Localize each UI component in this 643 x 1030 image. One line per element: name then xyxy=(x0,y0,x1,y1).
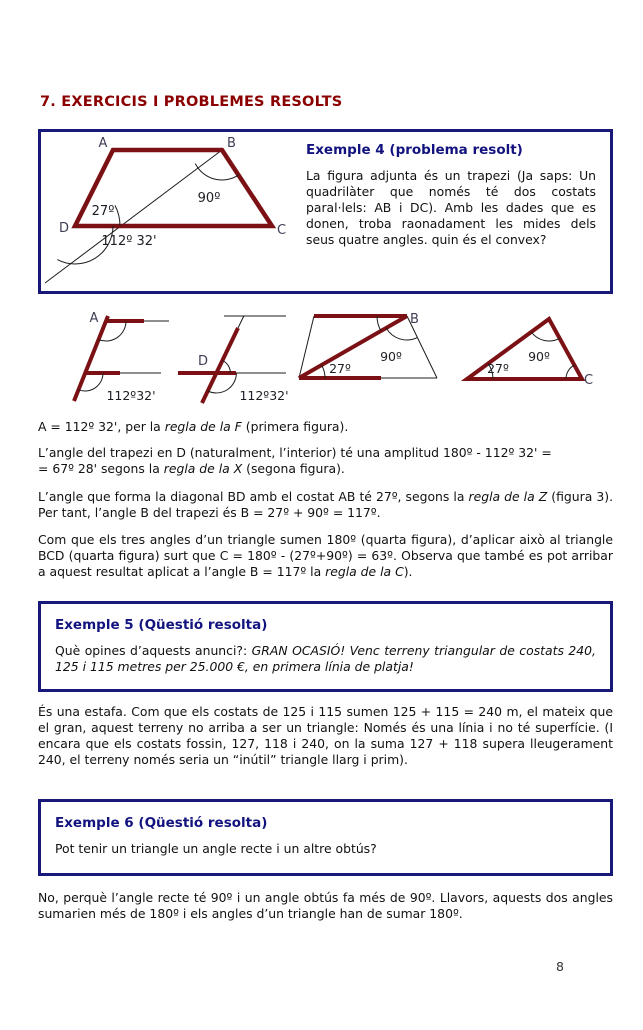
example6-box xyxy=(38,799,613,876)
p2-line2: = 67º 28' segons la xyxy=(38,461,164,476)
example6-heading: Exemple 6 (Qüestió resolta) xyxy=(55,815,268,831)
rule-f-angle-label: 112º32' xyxy=(106,388,156,403)
p1-italic-regla-f: regla de la F xyxy=(164,419,242,434)
example5-heading: Exemple 5 (Qüestió resolta) xyxy=(55,617,268,633)
triangle-vertex-c-label: C xyxy=(584,373,594,388)
rule-z-angle-27-label: 27º xyxy=(329,361,351,376)
rule-z-figure xyxy=(296,311,454,407)
answer6-paragraph: No, perquè l’angle recte té 90º i un angle obtús fa més de 90º. Llavors, aquests dos angles sumarien més de 180º i els angles d’un triangle han de sumar 180º. xyxy=(38,890,613,921)
p1-text-end: (primera figura). xyxy=(241,419,349,434)
solution-paragraph-3 xyxy=(38,489,613,521)
solution-paragraph-1 xyxy=(38,419,613,435)
example6-body: Pot tenir un triangle un angle recte i un altre obtús? xyxy=(55,841,377,856)
triangle-bcd-figure xyxy=(460,311,597,407)
p4-text-end: ). xyxy=(403,564,413,579)
example5-body xyxy=(55,643,596,675)
trapezoid-figure xyxy=(41,132,306,291)
answer5-paragraph: És una estafa. Com que els costats de 125 i 115 sumen 125 + 115 = 240 m, el mateix que el gran, aquest terreny no arriba a ser un triangle: Només és una línia i no té superfície. (I encara que els costats fossin, 127, 118 i 240, on la suma 127 + 118 supera lleugerament 240, el terreny només seria un “inútil” triangle llarg i prim). xyxy=(38,704,613,767)
solution-paragraph-4 xyxy=(38,532,613,580)
rule-z-vertex-label: B xyxy=(410,312,419,327)
triangle-angle-90-label: 90º xyxy=(528,349,550,364)
p2-line1: L’angle del trapezi en D (naturalment, l’interior) té una amplitud 180º - 112º 32' = xyxy=(38,445,552,460)
page-number: 8 xyxy=(556,959,564,974)
example5-body-text: Què opines d’aquests anunci?: xyxy=(55,643,252,658)
angle-label-112-32: 112º 32' xyxy=(101,234,157,249)
p2-text-end: (segona figura). xyxy=(242,461,345,476)
triangle-angle-27-label: 27º xyxy=(487,361,509,376)
angle-label-27: 27º xyxy=(91,204,115,219)
example5-body-italic: GRAN OCASIÓ! Venc terreny triangular de costats 240, 125 i 115 metres per 25.000 €, en primera línia de platja! xyxy=(55,643,596,674)
example4-box xyxy=(38,129,613,294)
p3-text: L’angle que forma la diagonal BD amb el costat AB té 27º, segons la xyxy=(38,489,469,504)
rule-x-angle-label: 112º32' xyxy=(239,388,289,403)
angle-label-90: 90º xyxy=(197,191,221,206)
p4-italic-regla-c: regla de la C xyxy=(325,564,404,579)
p3-italic-regla-z: regla de la Z xyxy=(468,489,548,504)
rule-z-angle-90-label: 90º xyxy=(380,349,402,364)
example5-box xyxy=(38,601,613,692)
vertex-label-a: A xyxy=(98,136,108,151)
example4-body: La figura adjunta és un trapezi (Ja saps: Un quadrilàter que només té dos costats paral·lels: AB i DC). Amb les dades que es donen, troba raonadament les mides dels seus quatre angles. quin és el convex? xyxy=(306,168,596,247)
rules-figures-row xyxy=(38,311,613,407)
vertex-label-b: B xyxy=(227,136,236,151)
p1-text: A = 112º 32', per la xyxy=(38,419,165,434)
p3-text-end: (figura 3). Per tant, l’angle B del trapezi és B = 27º + 90º = 117º. xyxy=(38,489,614,520)
rule-x-figure xyxy=(178,311,290,407)
rule-f-vertex-label: A xyxy=(89,311,99,326)
page-title: 7. EXERCICIS I PROBLEMES RESOLTS xyxy=(40,94,343,110)
vertex-label-c: C xyxy=(277,223,287,238)
example4-heading: Exemple 4 (problema resolt) xyxy=(306,142,523,158)
example4-text-column xyxy=(306,132,610,291)
vertex-label-d: D xyxy=(58,221,69,236)
p4-text: Com que els tres angles d’un triangle sumen 180º (quarta figura), d’aplicar això al triangle BCD (quarta figura) surt que C = 180º - (27º+90º) = 63º. Observa que també es pot arribar a aquest resultat aplicat a l’angle B = 117º la xyxy=(38,532,613,579)
solution-paragraph-2 xyxy=(38,445,613,477)
rule-f-figure xyxy=(56,311,173,407)
p2-italic-regla-x: regla de la X xyxy=(163,461,243,476)
rule-x-vertex-label: D xyxy=(197,354,208,369)
